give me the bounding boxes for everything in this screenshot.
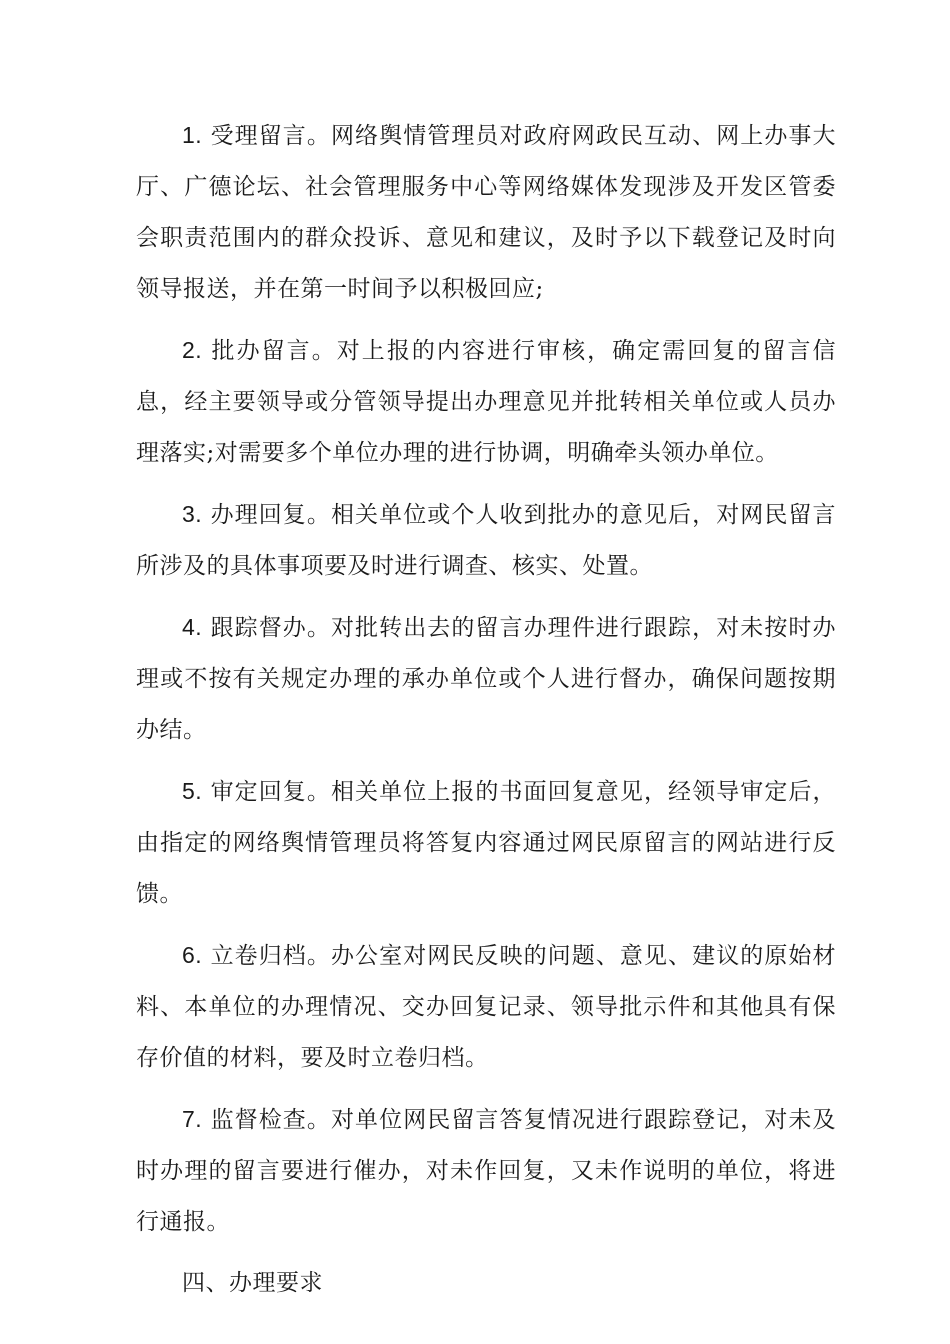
list-item (136, 766, 836, 920)
item-text: 受理留言。网络舆情管理员对政府网政民互动、网上办事大厅、广德论坛、社会管理服务中心等网络媒体发现涉及开发区管委会职责范围内的群众投诉、意见和建议，及时予以下载登记及时向领导报送，并在第一时间予以积极回应; (136, 123, 836, 302)
item-number: 2. (182, 337, 203, 363)
list-item (136, 110, 836, 315)
section-heading: 四、办理要求 (182, 1270, 323, 1296)
item-text: 办理回复。相关单位或个人收到批办的意见后，对网民留言所涉及的具体事项要及时进行调查、核实、处置。 (136, 502, 836, 579)
item-number: 6. (182, 942, 203, 968)
list-item (136, 489, 836, 592)
list-item (136, 1094, 836, 1248)
list-item (136, 325, 836, 479)
document-body (136, 110, 836, 1309)
item-text: 批办留言。对上报的内容进行审核，确定需回复的留言信息，经主要领导或分管领导提出办理意见并批转相关单位或人员办理落实;对需要多个单位办理的进行协调，明确牵头领办单位。 (136, 338, 836, 466)
item-text: 审定回复。相关单位上报的书面回复意见，经领导审定后，由指定的网络舆情管理员将答复内容通过网民原留言的网站进行反馈。 (136, 779, 836, 907)
item-text: 跟踪督办。对批转出去的留言办理件进行跟踪，对未按时办理或不按有关规定办理的承办单位或个人进行督办，确保问题按期办结。 (136, 615, 836, 743)
item-number: 3. (182, 501, 203, 527)
item-number: 5. (182, 778, 203, 804)
item-text: 立卷归档。办公室对网民反映的问题、意见、建议的原始材料、本单位的办理情况、交办回复记录、领导批示件和其他具有保存价值的材料，要及时立卷归档。 (136, 943, 836, 1071)
item-number: 4. (182, 614, 203, 640)
item-number: 1. (182, 122, 203, 148)
list-item (136, 602, 836, 756)
item-number: 7. (182, 1106, 203, 1132)
list-item (136, 930, 836, 1084)
item-text: 监督检查。对单位网民留言答复情况进行跟踪登记，对未及时办理的留言要进行催办，对未作回复，又未作说明的单位，将进行通报。 (136, 1107, 836, 1235)
